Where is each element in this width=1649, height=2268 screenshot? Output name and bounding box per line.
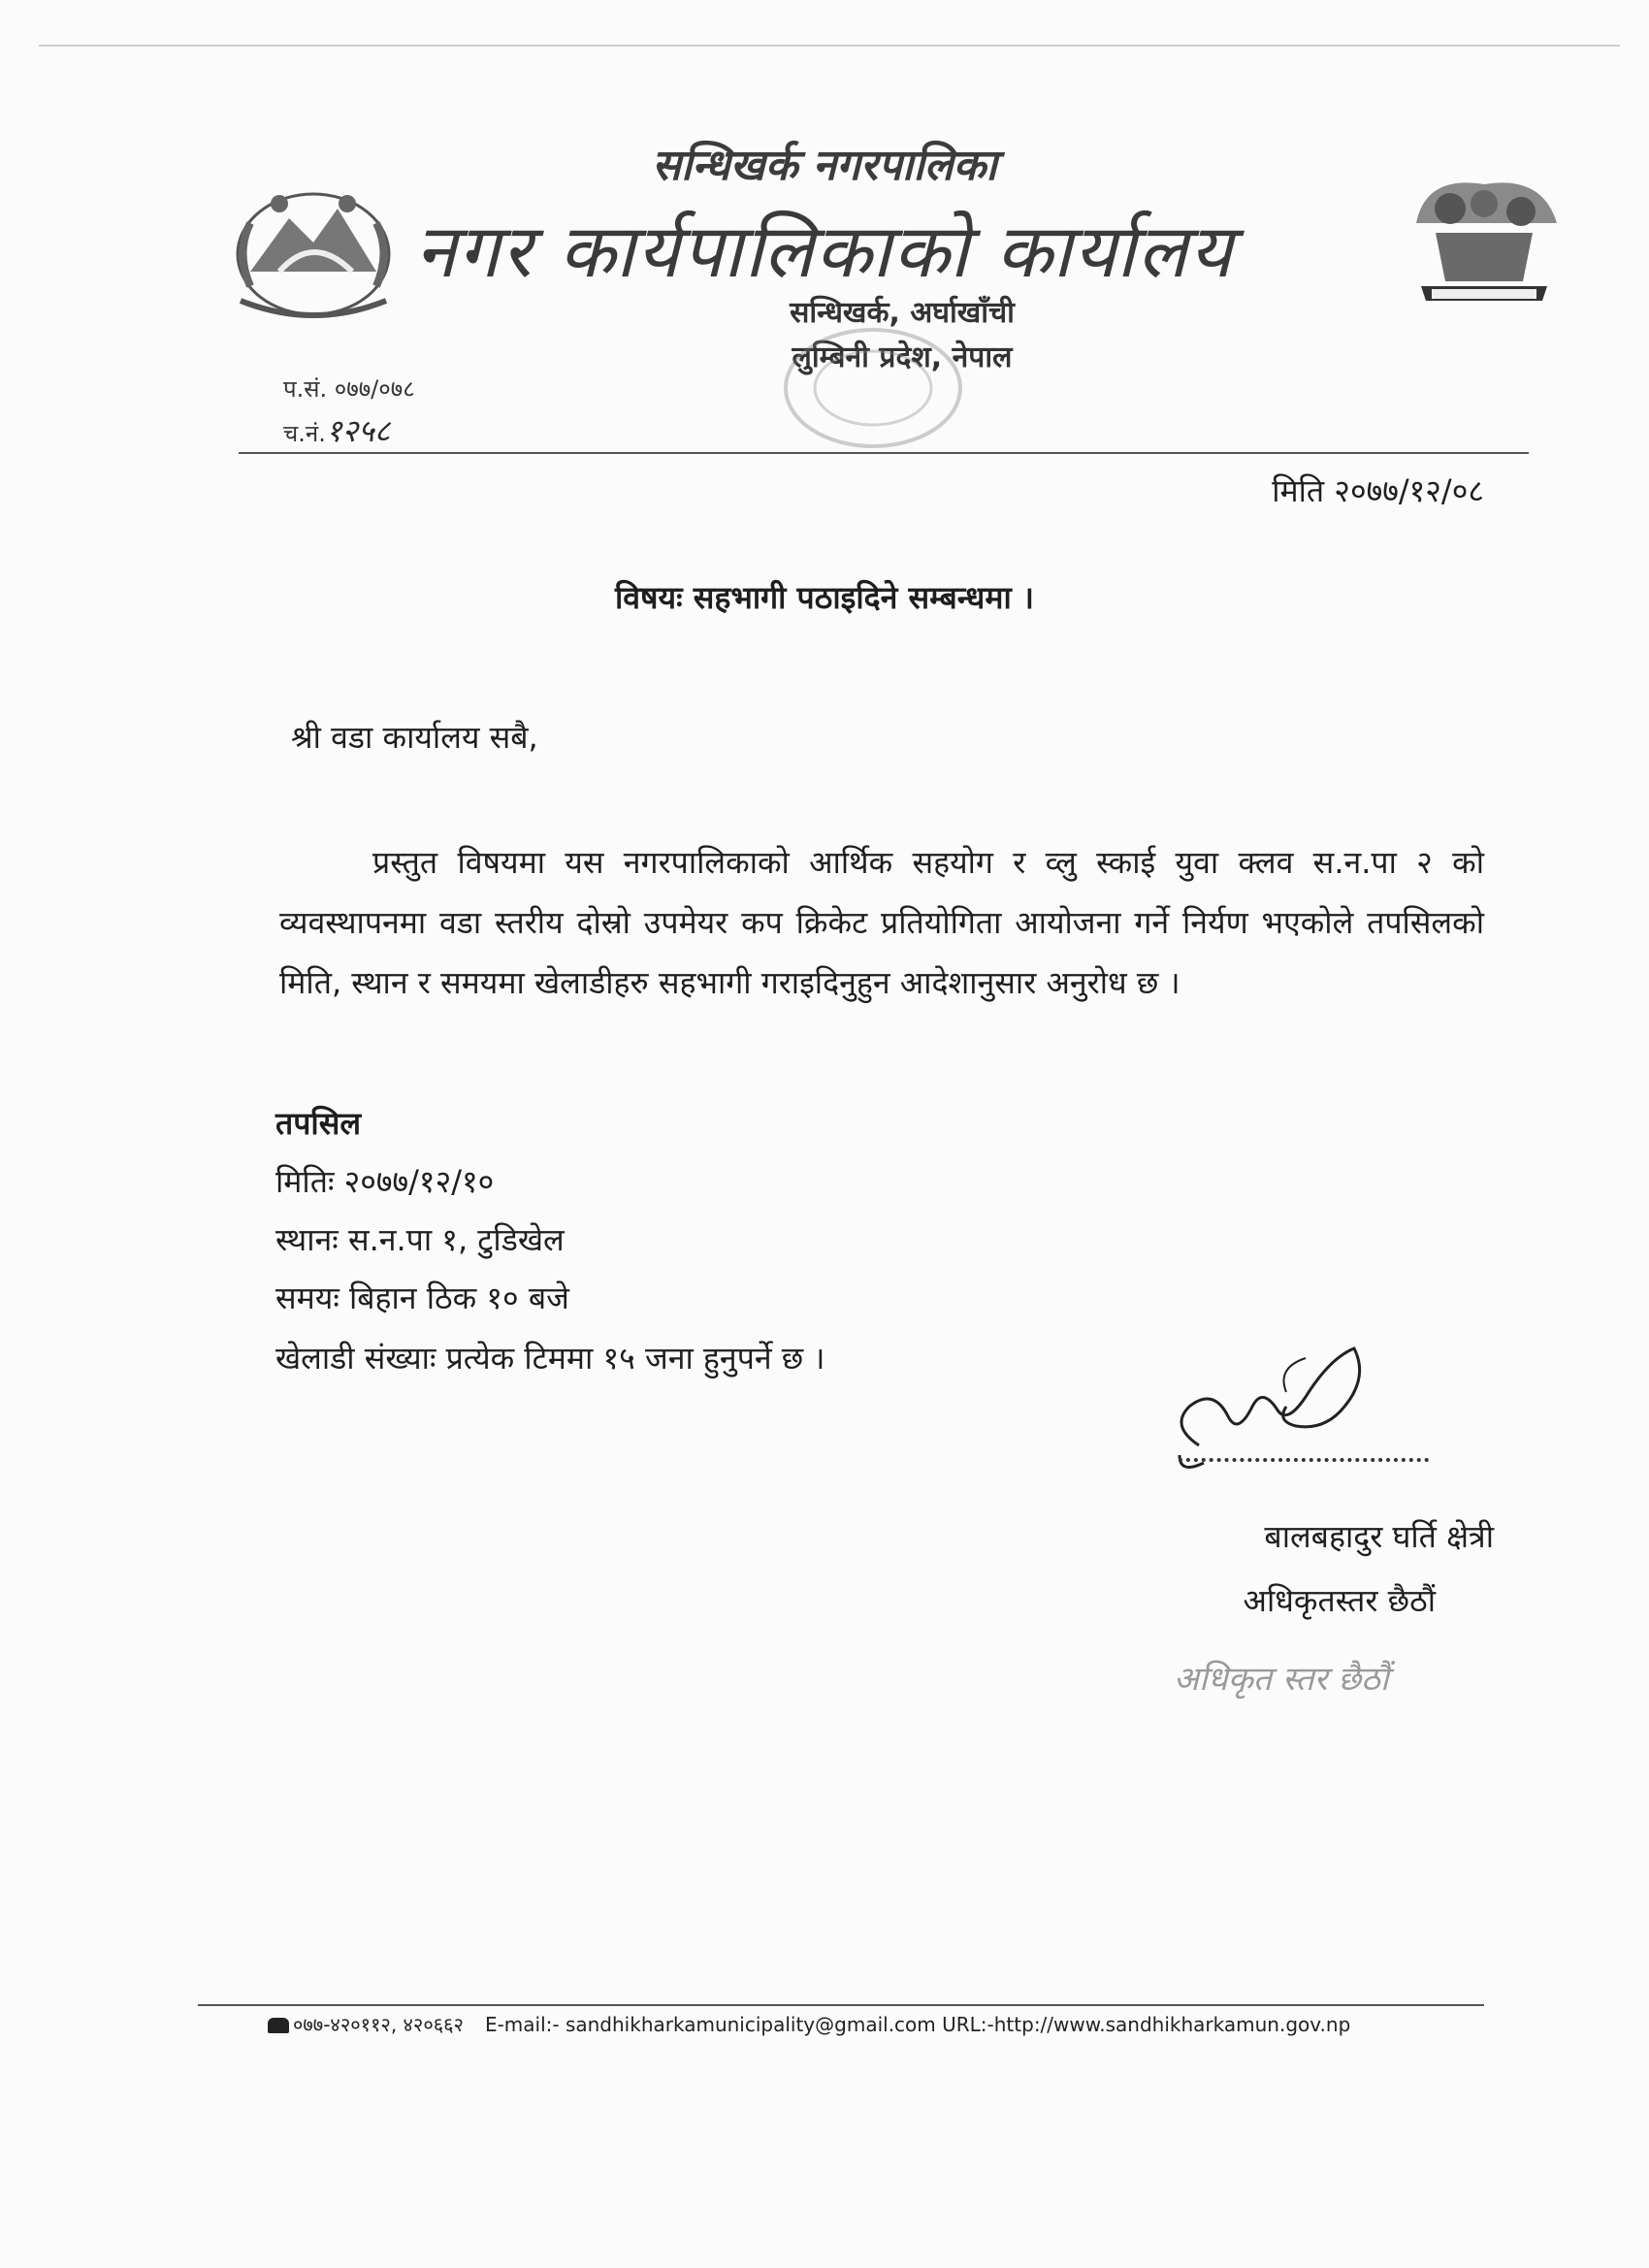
details-players: खेलाडी संख्याः प्रत्येक टिममा १५ जना हुनुपर्ने छ । xyxy=(275,1340,825,1377)
dispatch-label: च.नं. xyxy=(283,420,326,447)
letter-subject: विषयः सहभागी पठाइदिने सम्बन्धमा । xyxy=(614,579,1035,616)
dispatch-value: १२५८ xyxy=(325,412,391,449)
office-title: नगर कार्यपालिकाको कार्यालय xyxy=(414,208,1235,294)
details-time: समयः बिहान ठिक १० बजे xyxy=(275,1280,569,1316)
scan-edge xyxy=(39,45,1620,47)
address-line-1: सन्धिखर्क, अर्घाखाँची xyxy=(790,296,1015,330)
signer-name: बालबहादुर घर्ति क्षेत्री xyxy=(1264,1518,1494,1555)
footer-divider xyxy=(198,2004,1484,2006)
signer-title: अधिकृतस्तर छैठौं xyxy=(1243,1582,1436,1619)
header-divider xyxy=(239,452,1529,454)
designation-stamp: अधिकृत स्तर छैठौं xyxy=(1174,1660,1389,1699)
footer-email: E-mail:- sandhikharkamunicipality@gmail.com xyxy=(484,2013,936,2036)
footer xyxy=(268,2011,1350,2037)
address-line-2: लुम्बिनी प्रदेश, नेपाल xyxy=(792,340,1013,374)
salutation: श्री वडा कार्यालय सबै, xyxy=(291,719,538,756)
municipality-name: सन्धिखर्क नगरपालिका xyxy=(652,141,997,190)
details-heading: तपसिल xyxy=(275,1105,362,1142)
handwritten-signature xyxy=(1160,1339,1374,1494)
details-place: स्थानः स.न.पा १, टुडिखेल xyxy=(275,1221,565,1258)
signature-line xyxy=(1179,1458,1429,1462)
footer-phone: ०७७-४२०११२, ४२०६६२ xyxy=(293,2013,464,2036)
reference-number: प.सं. ०७७/०७८ xyxy=(283,375,415,403)
letter-date: मिति २०७७/१२/०८ xyxy=(1272,472,1484,509)
footer-url: URL:-http://www.sandhikharkamun.gov.np xyxy=(942,2013,1351,2036)
telephone-icon xyxy=(268,2018,289,2033)
letter-body: प्रस्तुत विषयमा यस नगरपालिकाको आर्थिक सहयोग र व्लु स्काई युवा क्लव स.न.पा २ को व्यवस्थापनमा वडा स्तरीय दोस्रो उपमेयर कप क्रिकेट प्रतियोगिता आयोजना गर्ने निर्यण भएकोले तपसिलको मिति, स्थान र समयमा खेलाडीहरु सहभागी गराइदिनुहुन आदेशानुसार अनुरोध छ । xyxy=(279,844,1484,1001)
dispatch-number xyxy=(283,409,390,451)
office-seal-stamp xyxy=(776,320,970,456)
details-date: मितिः २०७७/१२/१० xyxy=(275,1163,495,1200)
